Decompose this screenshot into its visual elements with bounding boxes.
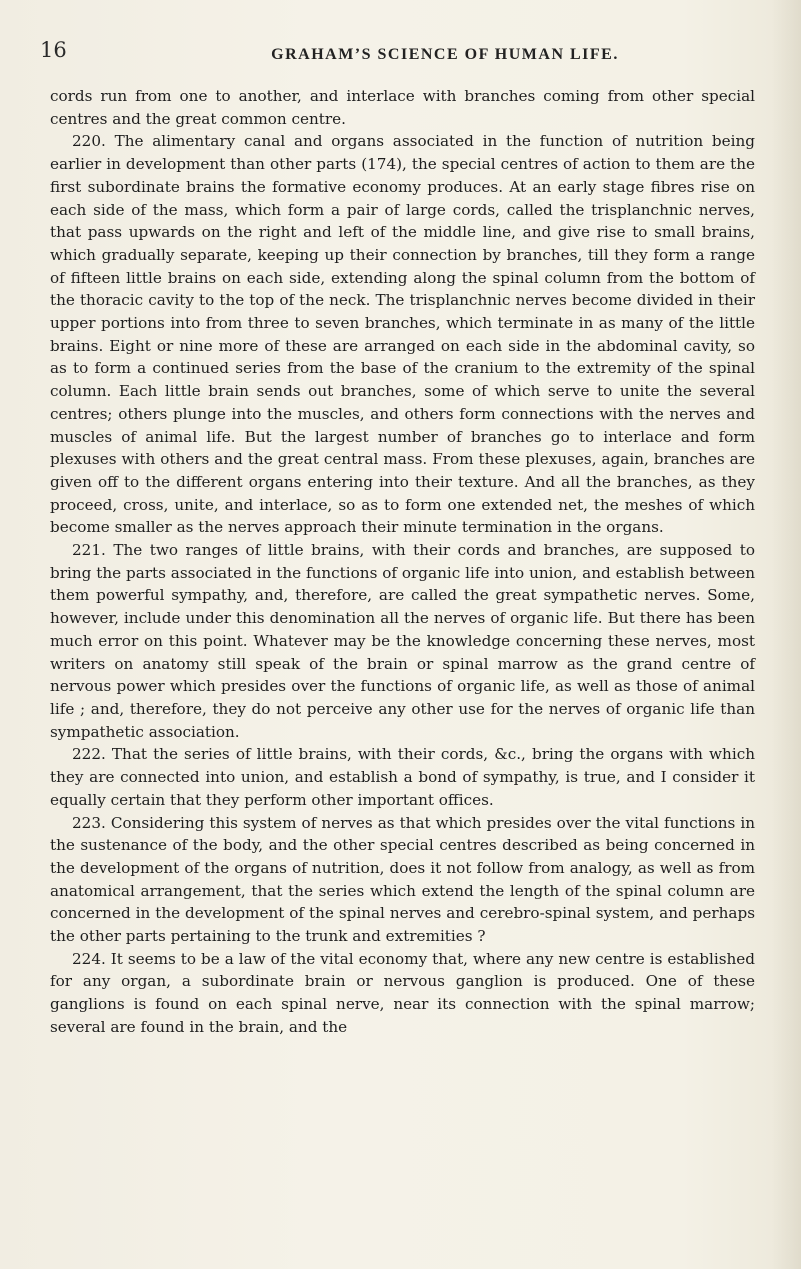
paragraph-222: 222. That the series of little brains, with their cords, &c., bring the organs with which they are connected into union, and establish a bond of sympathy, is true, and I consider it equally certain that they perform other important offices.: [50, 745, 755, 809]
paragraph-221: 221. The two ranges of little brains, with their cords and branches, are supposed to bring the parts associated in the functions of organic life into union, and establish between them powerful sympathy, and, therefore, are called the great sympathetic nerves. Some, however, include under this denomination all the nerves of organic life. But there has been much error on this point. Whatever may be the knowledge concerning these nerves, most writers on anatomy still speak of the brain or spinal marrow as the grand centre of nervous power which presides over the functions of organic life, as well as those of animal life ; and, therefore, they do not perceive any other use for the nerves of organic life than sympathetic association.: [50, 541, 755, 741]
paragraph-223: 223. Considering this system of nerves as that which presides over the vital functions in the sustenance of the body, and the other special centres described as being concerned in the development of the organs of nutrition, does it not follow from analogy, as well as from anatomical arrangement, that the series which extend the length of the spinal column are concerned in the development of the spinal nerves and cerebro-spinal system, and perhaps the other parts pertaining to the trunk and extremities ?: [50, 813, 755, 946]
page-edge-shadow: [771, 0, 801, 1269]
paragraph-224: 224. It seems to be a law of the vital economy that, where any new centre is established for any organ, a subordinate brain or nervous ganglion is produced. One of these ganglions is found on each spinal nerve, near its connection with the spinal marrow; several are found in the brain, and the: [50, 949, 755, 1036]
running-head: GRAHAM’S SCIENCE OF HUMAN LIFE.: [271, 46, 619, 63]
paragraph-220: 220. The alimentary canal and organs associated in the function of nutrition being earlier in development than other parts (174), the special centres of action to them are the first subordinate brains the formative economy produces. At an early stage fibres rise on each side of the mass, which form a pair of large cords, called the trisplanchnic nerves, that pass upwards on the right and left of the middle line, and give rise to small brains, which gradually separate, keeping up their connection by branches, till they form a range of fifteen little brains on each side, extending along the spinal column from the bottom of the thoracic cavity to the top of the neck. The trisplanchnic nerves become divided in their upper portions into from three to seven branches, which terminate in as many of the little brains. Eight or nine more of these are arranged on each side in the abdominal cavity, so as to form a continued series from the base of the cranium to the extremity of the spinal column. Each little brain sends out branches, some of which serve to unite the several centres; others plunge into the muscles, and others form connections with the nerves and muscles of animal life. But the largest number of branches go to interlace and form plexuses with others and the great central mass. From these plexuses, again, branches are given off to the different organs entering into their texture. And all the branches, as they proceed, cross, unite, and interlace, so as to form one extended net, the meshes of which become smaller as the nerves approach their minute termination in the organs.: [50, 132, 755, 537]
body-text: [50, 85, 755, 1039]
page-header: [40, 38, 760, 68]
paragraph-continued: cords run from one to another, and interlace with branches coming from other special centres and the great common centre.: [50, 87, 755, 128]
page-number: 16: [40, 38, 67, 62]
